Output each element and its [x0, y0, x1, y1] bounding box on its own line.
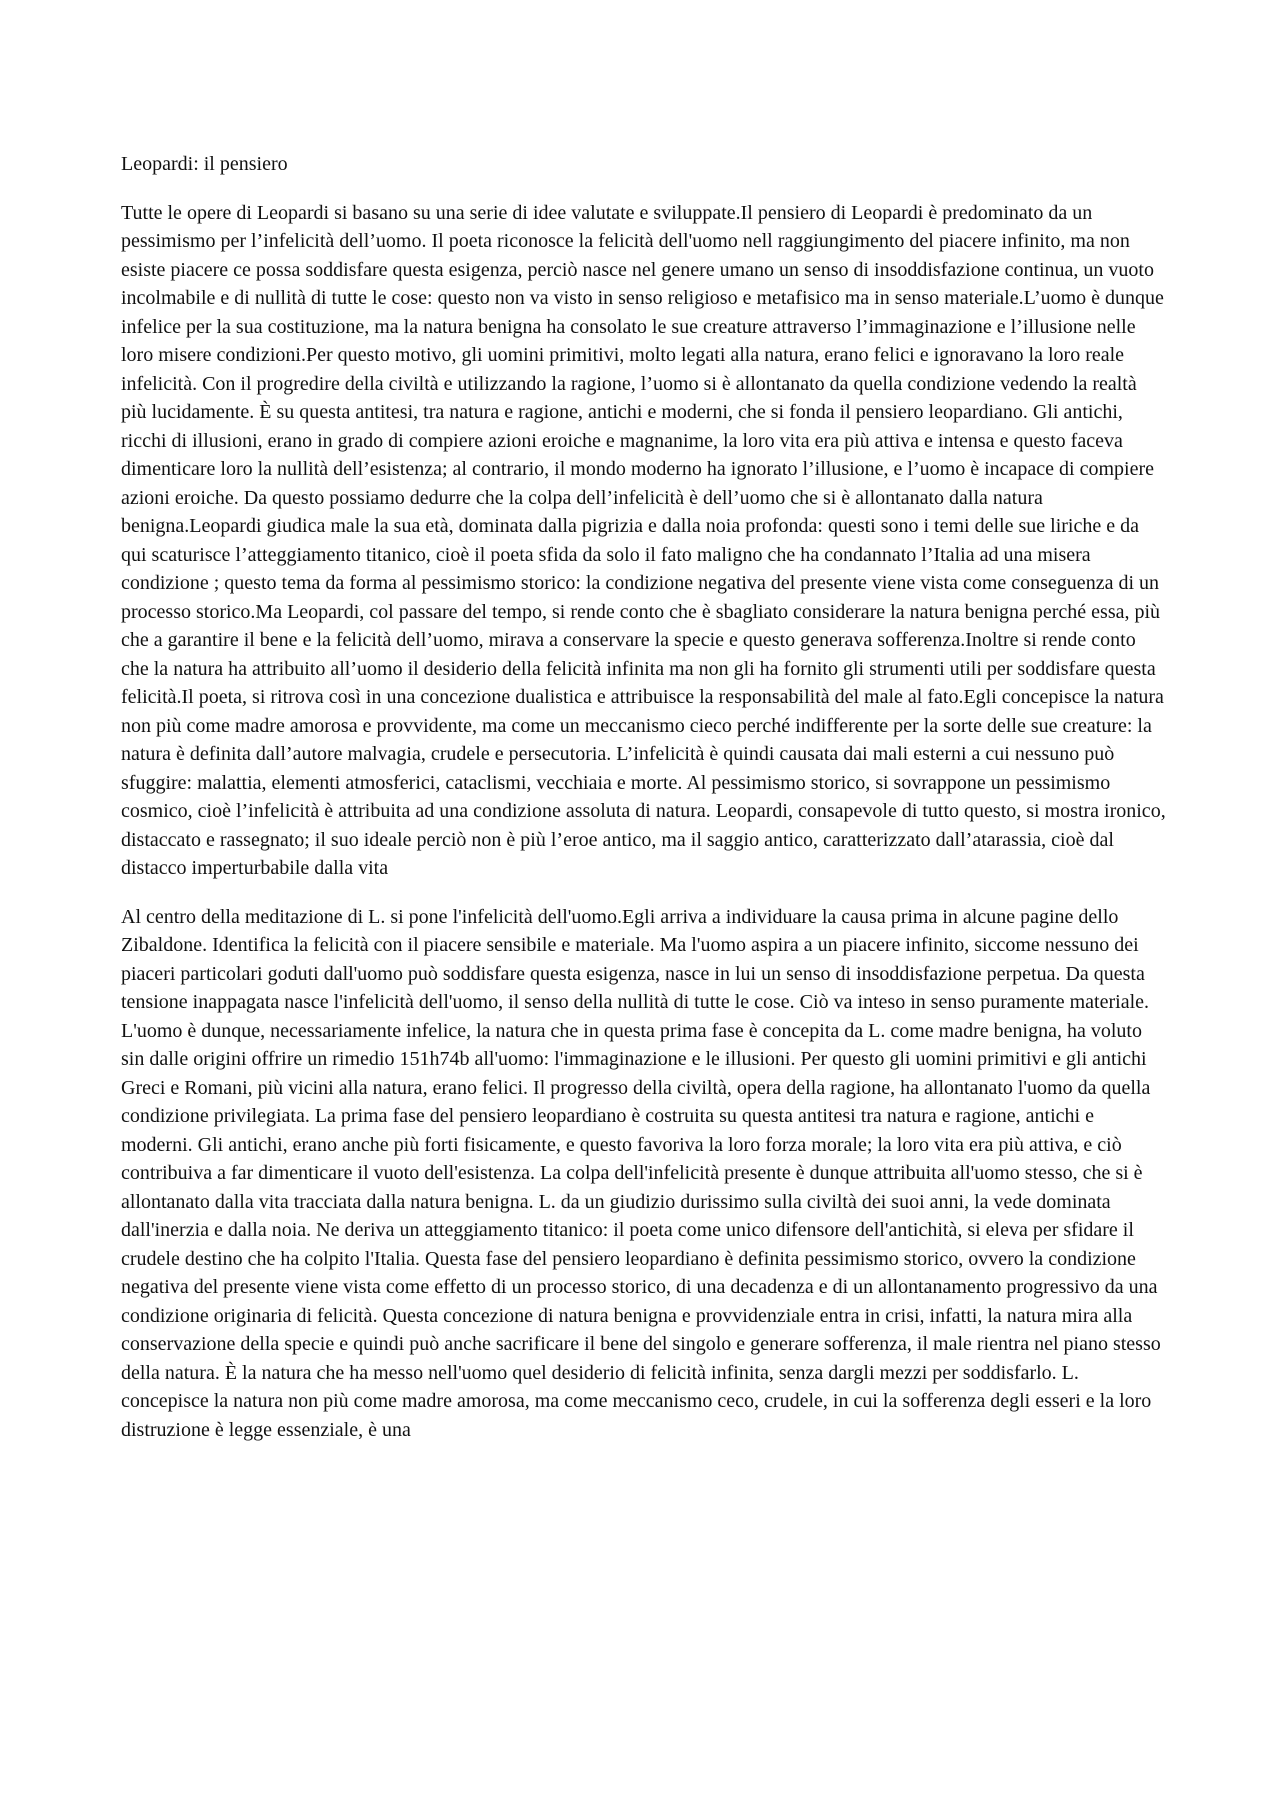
document-title: Leopardi: il pensiero — [121, 153, 288, 175]
paragraph-1: Tutte le opere di Leopardi si basano su una serie di idee valutate e sviluppate.Il pensiero di Leopardi è predominato da un pessimismo per l’infelicità dell’uomo. Il poeta riconosce la felicità dell'uomo nell raggiungimento del piacere infinito, ma non esiste piacere ce possa soddisfare questa esigenza, perciò nasce nel genere umano un senso di insoddisfazione continua, un vuoto incolmabile e di nullità di tutte le cose: questo non va visto in senso religioso e metafisico ma in senso materiale.L’uomo è dunque infelice per la sua costituzione, ma la natura benigna ha consolato le sue creature attraverso l’immaginazione e l’illusione nelle loro misere condizioni.Per questo motivo, gli uomini primitivi, molto legati alla natura, erano felici e ignoravano la loro reale infelicità. Con il progredire della civiltà e utilizzando la ragione, l’uomo si è allontanato da quella condizione vedendo la realtà più lucidamente. È su questa antitesi, tra natura e ragione, antichi e moderni, che si fonda il pensiero leopardiano. Gli antichi, ricchi di illusioni, erano in grado di compiere azioni eroiche e magnanime, la loro vita era più attiva e intensa e questo faceva dimenticare loro la nullità dell’esistenza; al contrario, il mondo moderno ha ignorato l’illusione, e l’uomo è incapace di compiere azioni eroiche. Da questo possiamo dedurre che la colpa dell’infelicità è dell’uomo che si è allontanato dalla natura benigna.Leopardi giudica male la sua età, dominata dalla pigrizia e dalla noia profonda: questi sono i temi delle sue liriche e da qui scaturisce l’atteggiamento titanico, cioè il poeta sfida da solo il fato maligno che ha condannato l’Italia ad una misera condizione ; questo tema da forma al pessimismo storico: la condizione negativa del presente viene vista come conseguenza di un processo storico.Ma Leopardi, col passare del tempo, si rende conto che è sbagliato considerare la natura benigna perché essa, più che a garantire il bene e la felicità dell’uomo, mirava a conservare la specie e questo generava sofferenza.Inoltre si rende conto che la natura ha attribuito all’uomo il desiderio della felicità infinita ma non gli ha fornito gli strumenti utili per soddisfare questa felicità.Il poeta, si ritrova così in una concezione dualistica e attribuisce la responsabilità del male al fato.Egli concepisce la natura non più come madre amorosa e provvidente, ma come un meccanismo cieco perché indifferente per la sorte delle sue creature: la natura è definita dall’autore malvagia, crudele e persecutoria. L’infelicità è quindi causata dai mali esterni a cui nessuno può sfuggire: malattia, elementi atmosferici, cataclismi, vecchiaia e morte. Al pessimismo storico, si sovrappone un pessimismo cosmico, cioè l’infelicità è attribuita ad una condizione assoluta di natura. Leopardi, consapevole di tutto questo, si mostra ironico, distaccato e rassegnato; il suo ideale perciò non è più l’eroe antico, ma il saggio antico, caratterizzato dall’atarassia, cioè dal distacco imperturbabile dalla vita — [121, 201, 1166, 879]
paragraph-2: Al centro della meditazione di L. si pone l'infelicità dell'uomo.Egli arriva a individuare la causa prima in alcune pagine dello Zibaldone. Identifica la felicità con il piacere sensibile e materiale. Ma l'uomo aspira a un piacere infinito, siccome nessuno dei piaceri particolari goduti dall'uomo può soddisfare questa esigenza, nasce in lui un senso di insoddisfazione perpetua. Da questa tensione inappagata nasce l'infelicità dell'uomo, il senso della nullità di tutte le cose. Ciò va inteso in senso puramente materiale. L'uomo è dunque, necessariamente infelice, la natura che in questa prima fase è concepita da L. come madre benigna, ha voluto sin dalle origini offrire un rimedio 151h74b all'uomo: l'immaginazione e le illusioni. Per questo gli uomini primitivi e gli antichi Greci e Romani, più vicini alla natura, erano felici. Il progresso della civiltà, opera della ragione, ha allontanato l'uomo da quella condizione privilegiata. La prima fase del pensiero leopardiano è costruita su questa antitesi tra natura e ragione, antichi e moderni. Gli antichi, erano anche più forti fisicamente, e questo favoriva la loro forza morale; la loro vita era più attiva, e ciò contribuiva a far dimenticare il vuoto dell'esistenza. La colpa dell'infelicità presente è dunque attribuita all'uomo stesso, che si è allontanato dalla vita tracciata dalla natura benigna. L. da un giudizio durissimo sulla civiltà dei suoi anni, la vede dominata dall'inerzia e dalla noia. Ne deriva un atteggiamento titanico: il poeta come unico difensore dell'antichità, si eleva per sfidare il crudele destino che ha colpito l'Italia. Questa fase del pensiero leopardiano è definita pessimismo storico, ovvero la condizione negativa del presente viene vista come effetto di un processo storico, di una decadenza e di un allontanamento progressivo da una condizione originaria di felicità. Questa concezione di natura benigna e provvidenziale entra in crisi, infatti, la natura mira alla conservazione della specie e quindi può anche sacrificare il bene del singolo e generare sofferenza, il male rientra nel piano stesso della natura. È la natura che ha messo nell'uomo quel desiderio di felicità infinita, senza dargli mezzi per soddisfarlo. L. concepisce la natura non più come madre amorosa, ma come meccanismo ceco, crudele, in cui la sofferenza degli esseri e la loro distruzione è legge essenziale, è una — [121, 905, 1161, 1441]
document-page — [121, 150, 1166, 1464]
